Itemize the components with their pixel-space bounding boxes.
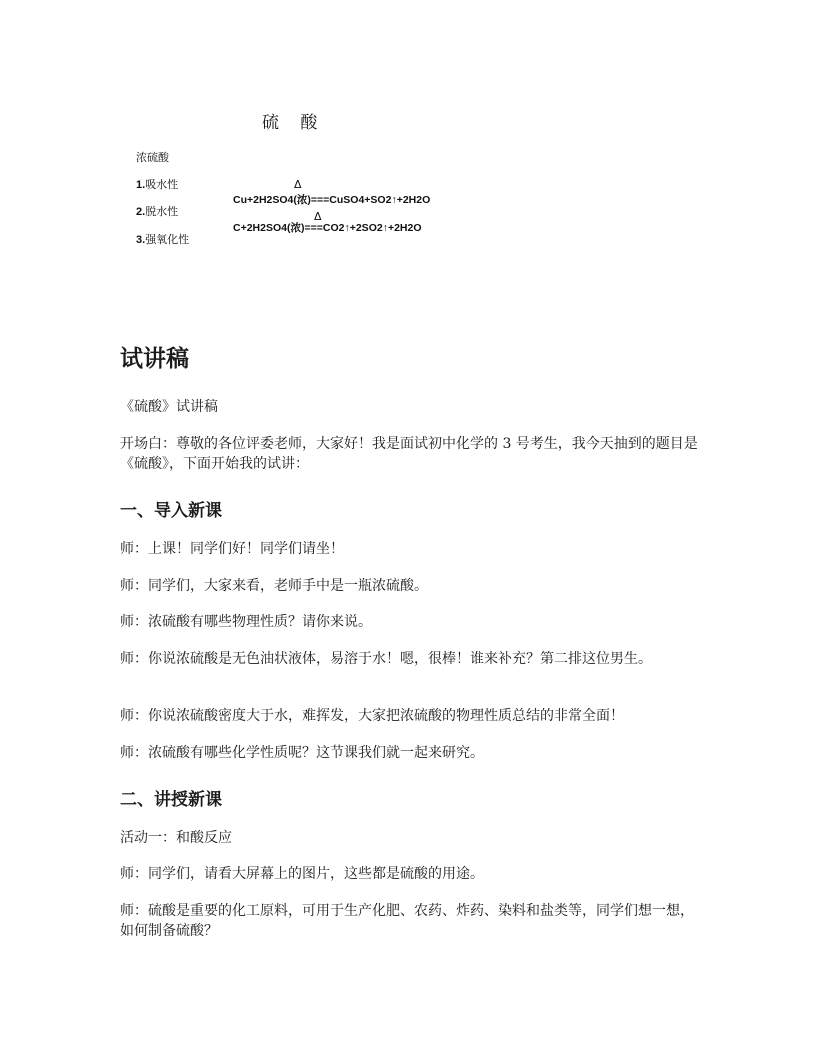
paragraph: 师：同学们，大家来看，老师手中是一瓶浓硫酸。	[120, 578, 428, 594]
board-item-number: 3.	[136, 234, 146, 246]
board-item-text: 脱水性	[145, 205, 179, 218]
paragraph: 师：同学们，请看大屏幕上的图片，这些都是硫酸的用途。	[120, 866, 484, 882]
equation-copper: Cu+2H2SO4(浓)===CuSO4+SO2↑+2H2O	[233, 194, 431, 206]
board-item-text: 强氧化性	[145, 233, 190, 246]
board-item-1	[136, 176, 178, 192]
paragraph: 师：上课！同学们好！同学们请坐！	[120, 541, 344, 557]
board-item-2	[136, 203, 178, 219]
paragraph: 师：浓硫酸有哪些化学性质呢？这节课我们就一起来研究。	[120, 745, 484, 761]
paragraph: 师：你说浓硫酸密度大于水，难挥发，大家把浓硫酸的物理性质总结的非常全面！	[120, 708, 624, 724]
heating-delta-icon: Δ	[314, 210, 322, 223]
section-heading-intro: 一、导入新课	[120, 501, 222, 521]
heating-delta-icon: Δ	[294, 178, 302, 191]
board-label-concentrated: 浓硫酸	[136, 151, 169, 164]
section-heading-new-lesson: 二、讲授新课	[120, 790, 222, 810]
board-title: 硫 酸	[262, 113, 326, 133]
board-item-number: 1.	[136, 179, 146, 191]
paragraph: 活动一：和酸反应	[120, 830, 232, 846]
board-item-3	[136, 231, 189, 247]
paragraph: 师：硫酸是重要的化工原料，可用于生产化肥、农药、炸药、染料和盐类等，同学们想一想，如何制备硫酸？	[120, 903, 694, 939]
paragraph: 师：你说浓硫酸是无色油状液体，易溶于水！嗯，很棒！谁来补充？第二排这位男生。	[120, 651, 652, 667]
board-item-text: 吸水性	[145, 178, 179, 191]
paragraph: 师：浓硫酸有哪些物理性质？请你来说。	[120, 614, 372, 630]
document-title: 试讲稿	[120, 346, 189, 372]
document-subtitle: 《硫酸》试讲稿	[120, 399, 218, 415]
equation-carbon: C+2H2SO4(浓)===CO2↑+2SO2↑+2H2O	[233, 222, 422, 234]
opening-paragraph: 开场白：尊敬的各位评委老师，大家好！我是面试初中化学的 3 号考生，我今天抽到的题目是《硫酸》，下面开始我的试讲：	[120, 436, 698, 472]
board-item-number: 2.	[136, 206, 146, 218]
